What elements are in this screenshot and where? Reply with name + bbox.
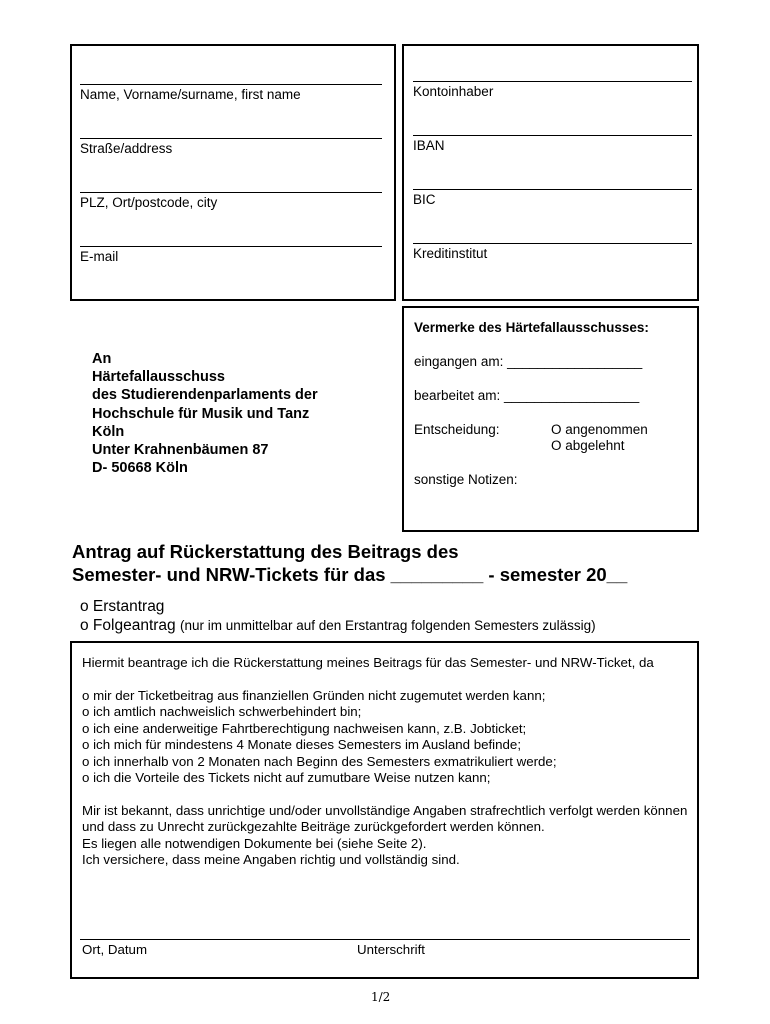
bic-label: BIC <box>413 192 436 207</box>
form-title-line: Semester- und NRW-Tickets für das _________ - semester 20__ <box>72 564 628 585</box>
name-label: Name, Vorname/surname, first name <box>80 87 301 102</box>
committee-notes-box <box>402 306 699 532</box>
recipient-line: An <box>92 351 112 367</box>
followup-note: (nur im unmittelbar auf den Erstantrag folgenden Semesters zulässig) <box>179 618 596 633</box>
decision-label: Entscheidung: <box>414 422 500 437</box>
reason-option[interactable]: o ich mich für mindestens 4 Monate dieses Semesters im Ausland befinde; <box>82 737 522 752</box>
email-label: E-mail <box>80 249 119 264</box>
signature-line[interactable] <box>80 939 690 940</box>
decision-rejected-option[interactable]: O abgelehnt <box>551 438 625 453</box>
decision-accepted-option[interactable]: O angenommen <box>551 422 648 437</box>
reason-option[interactable]: o ich die Vorteile des Tickets nicht auf zumutbare Weise nutzen kann; <box>82 770 491 785</box>
committee-notes-title: Vermerke des Härtefallausschusses: <box>414 320 649 335</box>
page-number: 1/2 <box>371 990 391 1004</box>
first-application-option[interactable]: o Erstantrag <box>80 598 165 615</box>
name-field[interactable] <box>80 84 382 103</box>
recipient-line: Köln <box>92 423 125 440</box>
processed-date-field[interactable]: bearbeitet am: __________________ <box>414 388 640 403</box>
iban-field[interactable] <box>413 135 692 154</box>
reason-option[interactable]: o ich innerhalb von 2 Monaten nach Beginn des Semesters exmatrikuliert werde; <box>82 753 557 769</box>
form-title <box>72 540 712 586</box>
recipient-line: Unter Krahnenbäumen 87 <box>92 442 269 459</box>
account-holder-label: Kontoinhaber <box>413 84 494 99</box>
declaration-text <box>82 655 688 869</box>
email-field[interactable] <box>80 246 382 265</box>
signature-label: Unterschrift <box>357 942 425 957</box>
received-date-field[interactable]: eingangen am: __________________ <box>414 354 643 369</box>
followup-application-option[interactable] <box>80 616 700 635</box>
followup-label: o Folgeantrag <box>80 617 176 634</box>
recipient-line: Härtefallausschuss <box>92 369 225 386</box>
address-label: Straße/address <box>80 141 173 156</box>
postcode-city-field[interactable] <box>80 192 382 211</box>
reason-option[interactable]: o mir der Ticketbeitrag aus finanziellen Gründen nicht zugemutet werden kann; <box>82 687 546 703</box>
personal-data-box <box>70 44 396 301</box>
bank-name-field[interactable] <box>413 243 692 262</box>
iban-label: IBAN <box>413 138 445 153</box>
legal-notice: Mir ist bekannt, dass unrichtige und/oder unvollständige Angaben strafrechtlich verfolgt werden können und dass zu Unrecht zurückgezahlte Beiträge zurückgefordert werden können. <box>82 802 688 834</box>
application-type <box>80 597 700 635</box>
recipient-line: D- 50668 Köln <box>92 460 188 477</box>
address-field[interactable] <box>80 138 382 157</box>
recipient-line: des Studierendenparlaments der <box>92 387 318 404</box>
recipient-line: Hochschule für Musik und Tanz <box>92 405 310 422</box>
postcode-city-label: PLZ, Ort/postcode, city <box>80 195 218 210</box>
reason-option[interactable]: o ich amtlich nachweislich schwerbehindert bin; <box>82 704 362 719</box>
place-date-label: Ort, Datum <box>82 942 148 957</box>
bank-data-box <box>402 44 699 301</box>
declaration-box <box>70 641 699 979</box>
bank-name-label: Kreditinstitut <box>413 246 488 261</box>
recipient-address <box>92 350 382 477</box>
form-title-line: Antrag auf Rückerstattung des Beitrags des <box>72 541 459 562</box>
documents-note: Es liegen alle notwendigen Dokumente bei (siehe Seite 2). <box>82 835 427 851</box>
assurance-statement: Ich versichere, dass meine Angaben richtig und vollständig sind. <box>82 852 460 867</box>
declaration-intro: Hiermit beantrage ich die Rückerstattung meines Beitrags für das Semester- und NRW-Ticket, da <box>82 655 654 670</box>
other-notes-label: sonstige Notizen: <box>414 472 518 487</box>
account-holder-field[interactable] <box>413 81 692 100</box>
bic-field[interactable] <box>413 189 692 208</box>
reason-option[interactable]: o ich eine anderweitige Fahrtberechtigung nachweisen kann, z.B. Jobticket; <box>82 720 527 736</box>
